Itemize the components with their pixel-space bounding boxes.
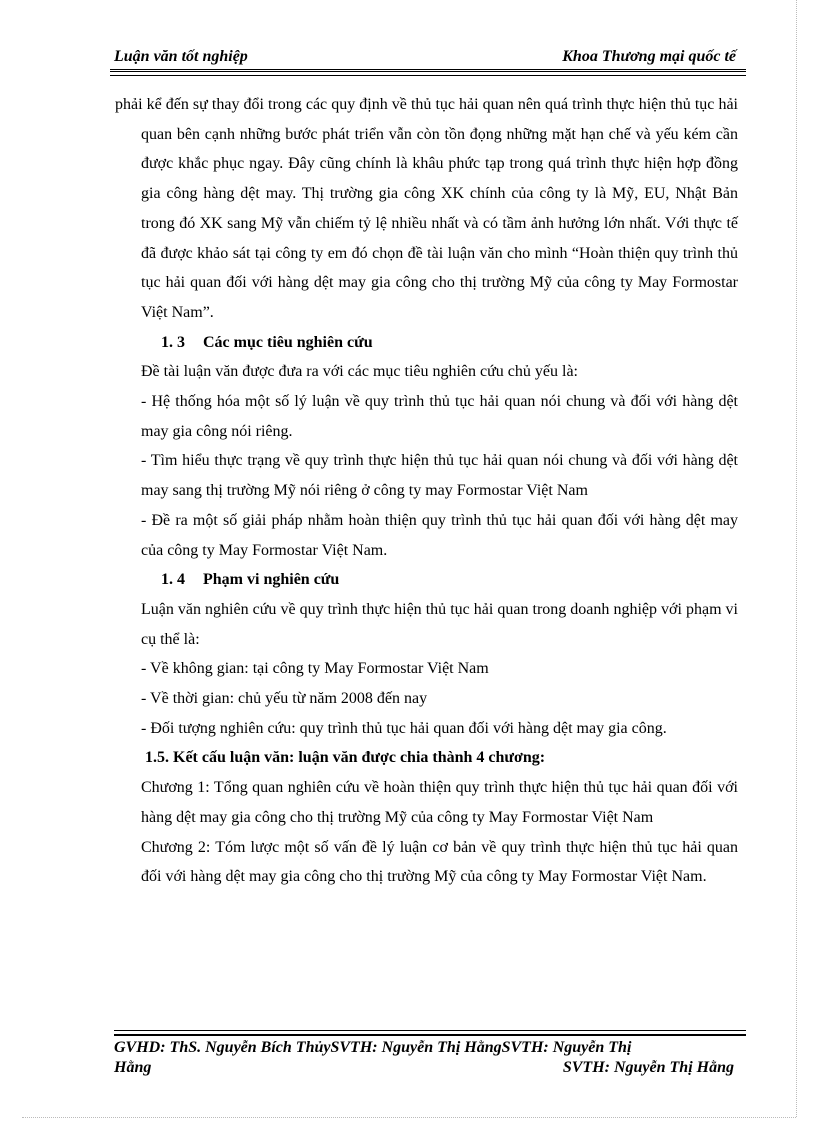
list-item: - Về không gian: tại công ty May Formostar Việt Nam	[141, 660, 489, 678]
page-edge-bottom	[22, 1117, 796, 1118]
chapter-description: Chương 1: Tổng quan nghiên cứu về hoàn thiện quy trình thực hiện thủ tục hải quan đối với hàng dệt may gia công cho thị trường Mỹ của công ty May Formostar Việt Nam	[141, 779, 738, 826]
document-body	[115, 90, 738, 892]
footer-divider	[114, 1030, 746, 1036]
page-header	[114, 46, 736, 70]
footer-student-name: Hằng	[114, 1059, 152, 1076]
list-item: - Đề ra một số giải pháp nhằm hoàn thiện quy trình thủ tục hải quan đối với hàng dệt may của công ty May Formostar Việt Nam.	[141, 511, 738, 559]
list-item: - Đối tượng nghiên cứu: quy trình thủ tục hải quan đối với hàng dệt may gia công.	[141, 719, 667, 737]
footer-line-2	[114, 1058, 734, 1078]
section-number: 1. 3	[161, 333, 185, 351]
section-heading-1-4	[141, 565, 738, 595]
footer-line-1: GVHD: ThS. Nguyễn Bích ThủySVTH: Nguyễn Thị HằngSVTH: Nguyễn Thị	[114, 1039, 632, 1056]
section-lead: Luận văn nghiên cứu về quy trình thực hiện thủ tục hải quan trong doanh nghiệp với phạm vi cụ thể là:	[141, 600, 738, 648]
footer-student-label: SVTH: Nguyễn Thị Hằng	[562, 1059, 734, 1076]
chapter-description: Chương 2: Tóm lược một số vấn đề lý luận cơ bản về quy trình thực hiện thủ tục hải quan đối với hàng dệt may gia công cho thị trường Mỹ của công ty May Formostar Việt Nam.	[141, 838, 738, 886]
section-lead: Đề tài luận văn được đưa ra với các mục tiêu nghiên cứu chủ yếu là:	[141, 363, 578, 381]
list-item: - Hệ thống hóa một số lý luận về quy trình thủ tục hải quan nói chung và đối với hàng dệt may gia công nói riêng.	[141, 393, 738, 440]
header-divider	[110, 69, 746, 76]
section-number: 1. 4	[161, 571, 185, 589]
section-heading-1-3	[141, 328, 738, 358]
list-item: - Về thời gian: chủ yếu từ năm 2008 đến nay	[141, 690, 428, 708]
section-title: Các mục tiêu nghiên cứu	[203, 333, 373, 351]
page-edge-right	[796, 0, 797, 1117]
header-thesis-label: Luận văn tốt nghiệp	[114, 48, 248, 65]
page-footer	[114, 1038, 734, 1078]
section-title: Phạm vi nghiên cứu	[203, 571, 340, 589]
header-faculty-label: Khoa Thương mại quốc tế	[562, 48, 736, 65]
list-item: - Tìm hiểu thực trạng về quy trình thực hiện thủ tục hải quan nói chung và đối với hàng dệt may sang thị trường Mỹ nói riêng ở công ty may Formostar Việt Nam	[141, 452, 738, 500]
intro-paragraph: phải kể đến sự thay đổi trong các quy định về thủ tục hải quan nên quá trình thực hiện thủ tục hải quan bên cạnh những bước phát triển vẫn còn tồn đọng những mặt hạn chế và yếu kém cần được khắc phục ngay. Đây cũng chính là khâu phức tạp trong quá trình thực hiện hợp đồng gia công hàng dệt may. Thị trường gia công XK chính của công ty là Mỹ, EU, Nhật Bản trong đó XK sang Mỹ vẫn chiếm tỷ lệ nhiều nhất và có tầm ảnh hưởng lớn nhất. Với thực tế đã được khảo sát tại công ty em đó chọn đề tài luận văn cho mình “Hoàn thiện quy trình thủ tục hải quan đối với hàng dệt may gia công cho thị trường Mỹ của công ty May Formostar Việt Nam”.	[115, 96, 738, 321]
section-heading-1-5: 1.5. Kết cấu luận văn: luận văn được chia thành 4 chương:	[145, 749, 546, 767]
